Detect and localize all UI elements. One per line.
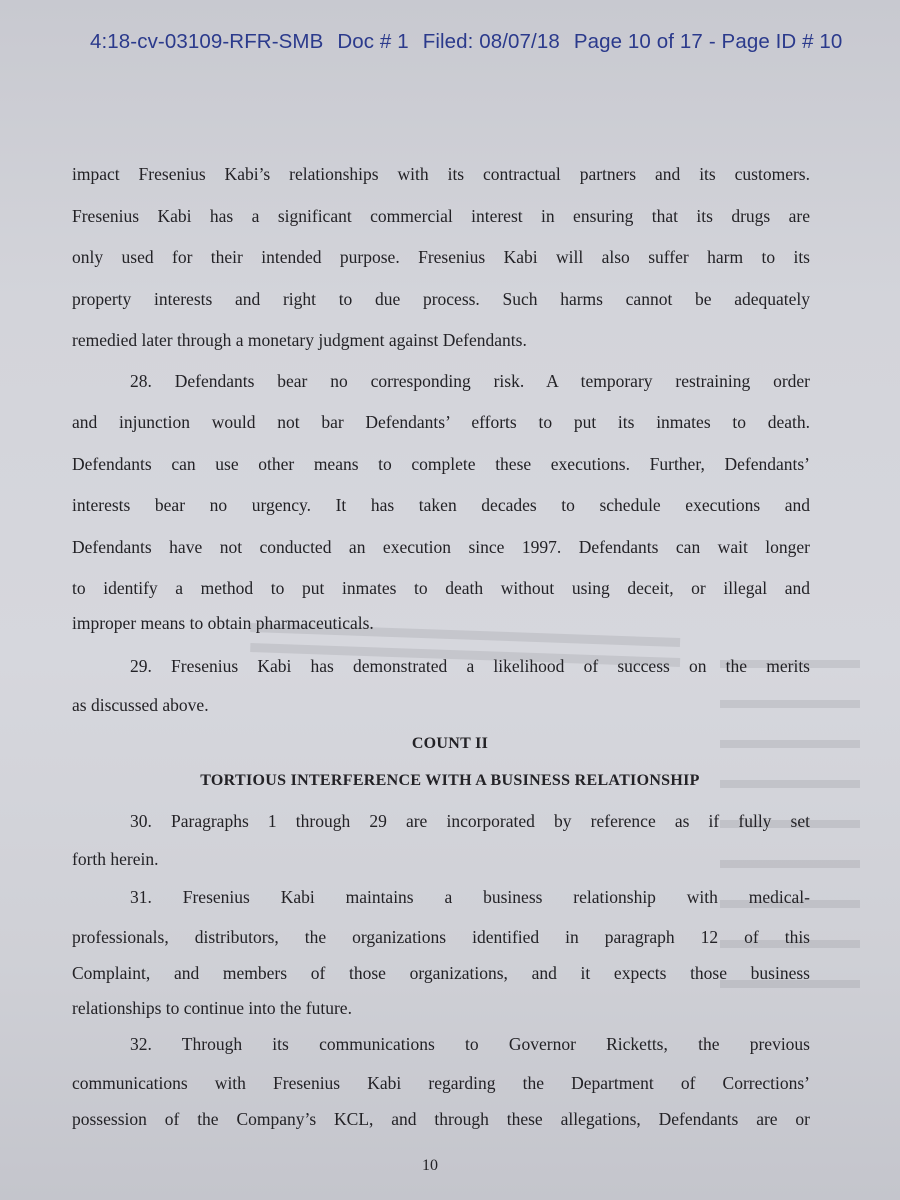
text-line: and injunction would not bar Defendants’ efforts to put its inmates to death. — [72, 412, 810, 432]
text-line: property interests and right to due process. Such harms cannot be adequately — [72, 289, 810, 309]
count-title: COUNT II — [411, 735, 489, 752]
text-line: remedied later through a monetary judgment against Defendants. — [72, 330, 527, 350]
paragraph-29-first-line: 29. Fresenius Kabi has demonstrated a likelihood of success on the merits — [130, 656, 810, 676]
case-number: 4:18-cv-03109-RFR-SMB — [90, 30, 324, 53]
text-line: as discussed above. — [72, 695, 209, 715]
paragraph-30-first-line: 30. Paragraphs 1 through 29 are incorporated by reference as if fully set — [130, 811, 810, 831]
text-line: professionals, distributors, the organizations identified in paragraph 12 of this — [72, 927, 810, 947]
text-line: improper means to obtain pharmaceuticals. — [72, 613, 374, 633]
text-line: relationships to continue into the future. — [72, 998, 352, 1018]
page-of: Page 10 of 17 — [573, 30, 703, 53]
page-id: - Page ID # 10 — [708, 30, 843, 53]
text-line: impact Fresenius Kabi’s relationships with its contractual partners and its customers. — [72, 164, 810, 184]
text-line: forth herein. — [72, 849, 159, 869]
text-line: Fresenius Kabi has a significant commercial interest in ensuring that its drugs are — [72, 206, 810, 226]
text-line: Complaint, and members of those organizations, and it expects those business — [72, 963, 810, 983]
text-line: Defendants have not conducted an execution since 1997. Defendants can wait longer — [72, 537, 810, 557]
paragraph-32-first-line: 32. Through its communications to Governor Ricketts, the previous — [130, 1034, 810, 1054]
case-header — [90, 30, 850, 54]
text-line: only used for their intended purpose. Fresenius Kabi will also suffer harm to its — [72, 247, 810, 267]
text-line: communications with Fresenius Kabi regarding the Department of Corrections’ — [72, 1073, 810, 1093]
page-number: 10 — [422, 1157, 438, 1174]
filed-date: Filed: 08/07/18 — [422, 30, 560, 53]
text-line: possession of the Company’s KCL, and through these allegations, Defendants are or — [72, 1109, 810, 1129]
paragraph-28-first-line: 28. Defendants bear no corresponding risk. A temporary restraining order — [130, 371, 810, 391]
text-line: interests bear no urgency. It has taken decades to schedule executions and — [72, 495, 810, 515]
text-line: Defendants can use other means to complete these executions. Further, Defendants’ — [72, 454, 810, 474]
paragraph-31-first-line: 31. Fresenius Kabi maintains a business relationship with medical- — [130, 887, 810, 907]
count-subtitle: TORTIOUS INTERFERENCE WITH A BUSINESS RELATIONSHIP — [200, 772, 700, 789]
doc-number: Doc # 1 — [337, 30, 409, 53]
text-line: to identify a method to put inmates to death without using deceit, or illegal and — [72, 578, 810, 598]
